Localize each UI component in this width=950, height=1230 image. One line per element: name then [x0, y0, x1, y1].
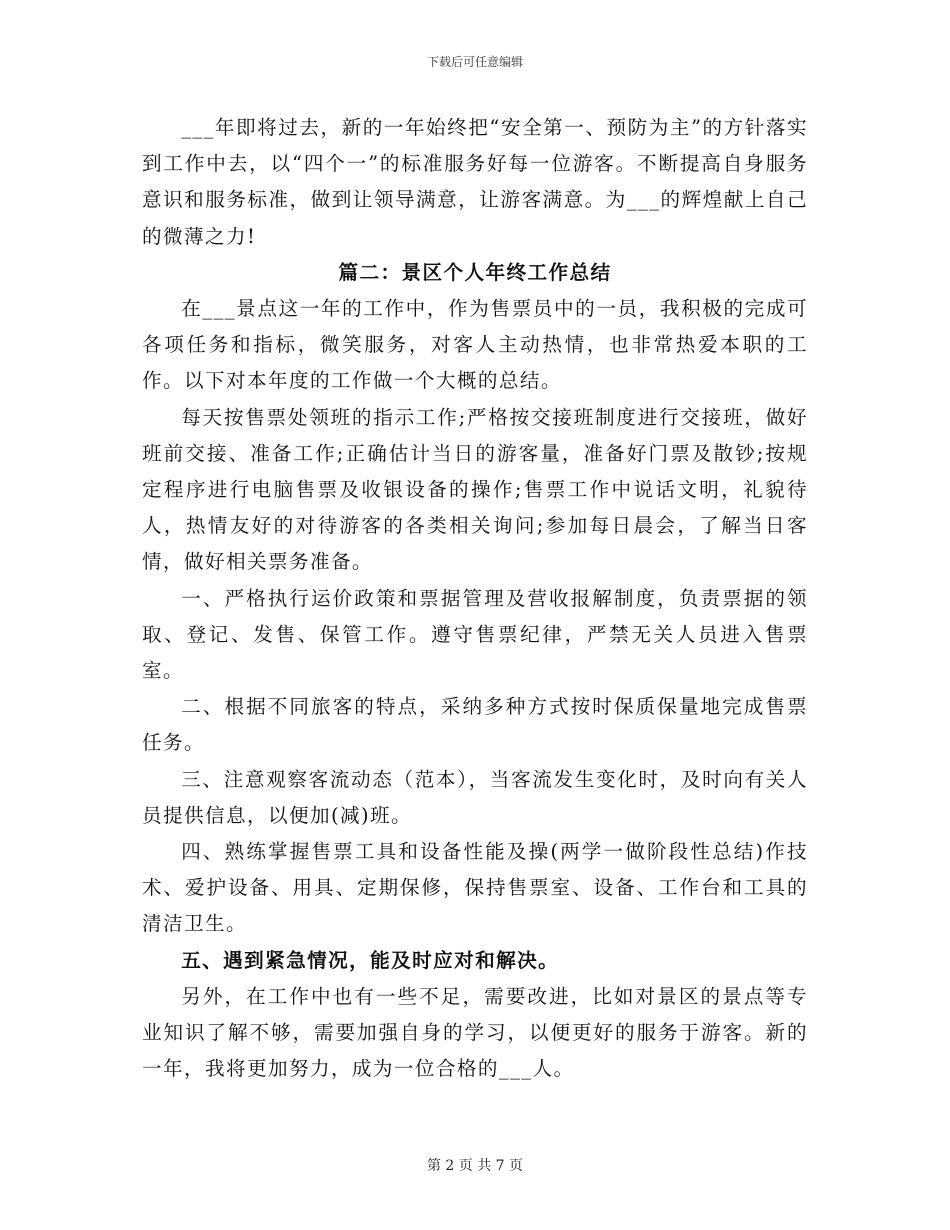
- paragraph-item-3: 三、注意观察客流动态（范本），当客流发生变化时，及时向有关人员提供信息，以便加(减)班。: [142, 767, 808, 827]
- page-footer: 第 2 页 共 7 页: [426, 1158, 524, 1174]
- paragraph-item-1: 一、严格执行运价政策和票据管理及营收报解制度，负责票据的领取、登记、发售、保管工作。遵守售票纪律，严禁无关人员进入售票室。: [142, 586, 808, 683]
- paragraph-item-5: 五、遇到紧急情况，能及时应对和解决。: [181, 948, 560, 972]
- paragraph-conclusion: 另外，在工作中也有一些不足，需要改进，比如对景区的景点等专业知识了解不够，需要加强自身的学习，以便更好的服务于游客。新的一年，我将更加努力，成为一位合格的___人。: [142, 984, 808, 1081]
- paragraph-intro: 在___景点这一年的工作中，作为售票员中的一员，我积极的完成可各项任务和指标，微笑服务，对客人主动热情，也非常热爱本职的工作。以下对本年度的工作做一个大概的总结。: [142, 297, 808, 393]
- page-header: 下载后可任意编辑: [426, 55, 523, 69]
- document-body: [142, 110, 808, 1087]
- paragraph-item-4: 四、熟练掌握售票工具和设备性能及操(两学一做阶段性总结)作技术、爱护设备、用具、定期保修，保持售票室、设备、工作台和工具的清洁卫生。: [142, 840, 808, 936]
- paragraph-item-2: 二、根据不同旅客的特点，采纳多种方式按时保质保量地完成售票任务。: [142, 695, 808, 755]
- paragraph-closing-1: ___年即将过去，新的一年始终把“安全第一、预防为主”的方针落实到工作中去，以“四个一”的标准服务好每一位游客。不断提高自身服务意识和服务标准，做到让领导满意，让游客满意。为___的辉煌献上自己的微薄之力!: [142, 116, 808, 248]
- paragraph-daily-work: 每天按售票处领班的指示工作;严格按交接班制度进行交接班，做好班前交接、准备工作;正确估计当日的游客量，准备好门票及散钞;按规定程序进行电脑售票及收银设备的操作;售票工作中说话文明，礼貌待人，热情友好的对待游客的各类相关询问;参加每日晨会，了解当日客情，做好相关票务准备。: [142, 405, 808, 574]
- section-title: 篇二：景区个人年终工作总结: [338, 260, 612, 284]
